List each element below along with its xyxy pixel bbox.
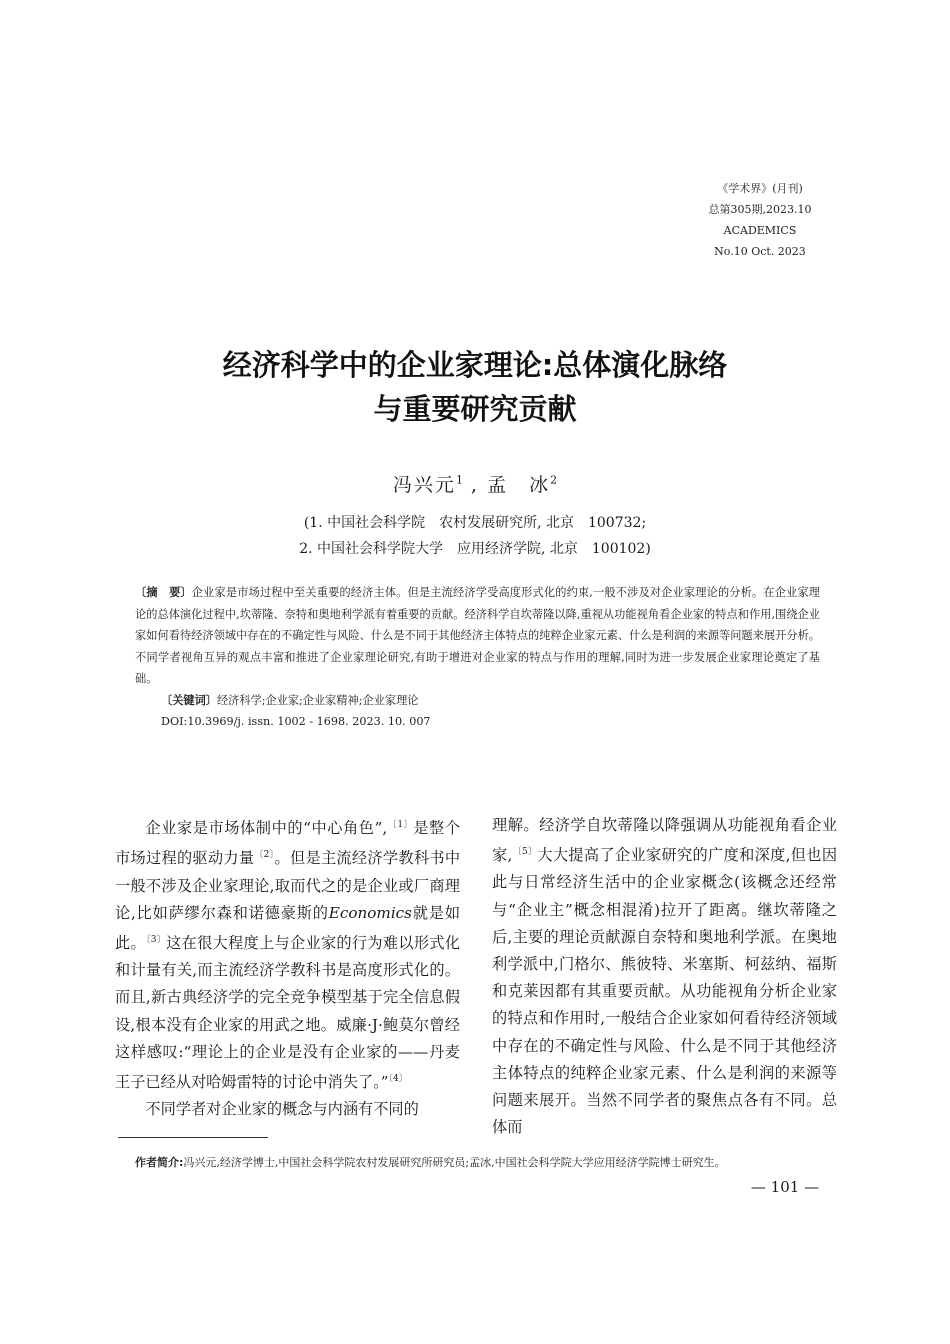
abstract [135, 582, 820, 690]
author-list [0, 470, 950, 497]
author-1-affiliation-mark: 1 [455, 473, 463, 487]
citation-ref: 〔1〕 [387, 820, 414, 830]
doi: DOI:10.3969/j. issn. 1002 - 1698. 2023. 10. 007 [161, 715, 431, 728]
author-2-affiliation-mark: 2 [550, 473, 558, 487]
book-title-italic: Economics [328, 903, 412, 922]
keywords-text: 经济科学;企业家;企业家精神;企业家理论 [216, 693, 419, 707]
citation-ref: 〔2〕 [254, 850, 275, 861]
keywords-label: 〔关键词〕 [161, 693, 217, 707]
body-text: 理解。经济学自坎蒂隆以降强调从功能视角看企业家, [492, 816, 837, 865]
affiliation-2: 2. 中国社会科学院大学 应用经济学院, 北京 100102) [299, 541, 651, 557]
abstract-text: 企业家是市场过程中至关重要的经济主体。但是主流经济学受高度形式化的约束,一般不涉及对企业家理论的分析。在企业家理论的总体演化过程中,坎蒂隆、奈特和奥地利学派有着重要的贡献。经济科学自坎蒂隆以降,重视从功能视角看企业家的特点和作用,围绕企业家如何看待经济领域中存在的不确定性与风险、什么是不同于其他经济主体特点的纯粹企业家元素、什么是利润的来源等问题来展开分析。不同学者视角互异的观点丰富和推进了企业家理论研究,有助于增进对企业家的特点与作用的理解,同时为进一步发展企业家理论奠定了基础。 [135, 586, 820, 685]
body-column-left [115, 812, 460, 1123]
citation-ref: 〔4〕 [388, 1074, 408, 1085]
author-footnote [135, 1154, 855, 1172]
journal-name: 《学术界》(月刊) [717, 182, 803, 195]
body-paragraph [115, 812, 460, 1096]
body-text: 就是如此。 [115, 903, 461, 952]
affiliations [0, 510, 950, 562]
body-paragraph: 不同学者对企业家的概念与内涵有不同的 [145, 1100, 419, 1119]
abstract-label: 〔摘 要〕 [135, 586, 192, 599]
footnote-label: 作者简介: [135, 1156, 184, 1169]
abstract-block [135, 582, 820, 733]
affiliation-1: (1. 中国社会科学院 农村发展研究所, 北京 100732; [303, 515, 647, 531]
paper-title [0, 343, 950, 431]
author-1: 冯兴元 [392, 474, 456, 496]
footnote-divider [118, 1137, 268, 1138]
body-text: 企业家是市场体制中的“中心角色”, [145, 819, 388, 838]
body-column-right [492, 812, 837, 1142]
footnote-text: 冯兴元,经济学博士,中国社会科学院农村发展研究所研究员;孟冰,中国社会科学院大学应用经济学院博士研究生。 [183, 1156, 726, 1169]
journal-english-issue: No.10 Oct. 2023 [714, 245, 806, 258]
journal-issue: 总第305期,2023.10 [708, 203, 812, 216]
body-paragraph [492, 812, 837, 1142]
journal-info [640, 178, 880, 262]
title-line-1: 经济科学中的企业家理论:总体演化脉络 [222, 348, 728, 382]
body-text: 大大提高了企业家研究的广度和深度,但也因此与日常经济生活中的企业家概念(该概念还经常与“企业主”概念相混淆)拉开了距离。继坎蒂隆之后,主要的理论贡献源自奈特和奥地利学派。在奥地利学派中,门格尔、熊彼特、米塞斯、柯兹纳、福斯和克莱因都有其重要贡献。从功能视角分析企业家的特点和作用时,一般结合企业家如何看待经济领域中存在的不确定性与风险、什么是不同于其他经济主体特点的纯粹企业家元素、什么是利润的来源等问题来展开。当然不同学者的聚焦点各有不同。总体而 [492, 846, 838, 1137]
title-line-2: 与重要研究贡献 [373, 392, 577, 426]
keywords [135, 690, 820, 712]
author-2: 孟 冰 [487, 474, 551, 496]
citation-ref: 〔3〕 [145, 934, 167, 945]
author-separator: , [462, 474, 488, 496]
citation-ref: 〔5〕 [512, 847, 538, 858]
journal-english-name: ACADEMICS [723, 224, 797, 237]
body-text: 是整个市场过程的驱动力量 [115, 819, 461, 868]
body-text: 这在很大程度上与企业家的行为难以形式化和计量有关,而主流经济学教科书是高度形式化的。而且,新古典经济学的完全竞争模型基于完全信息假设,根本没有企业家的用武之地。威廉·J·鲍莫尔曾经这样感叹:“理论上的企业是没有企业家的——丹麦王子已经从对哈姆雷特的讨论中消失了。” [115, 934, 460, 1092]
body-text: 。但是主流经济学教科书中一般不涉及企业家理论,取而代之的是企业或厂商理论,比如萨缪尔森和诺德豪斯的 [115, 849, 460, 922]
page-number: — 101 — [750, 1178, 820, 1196]
